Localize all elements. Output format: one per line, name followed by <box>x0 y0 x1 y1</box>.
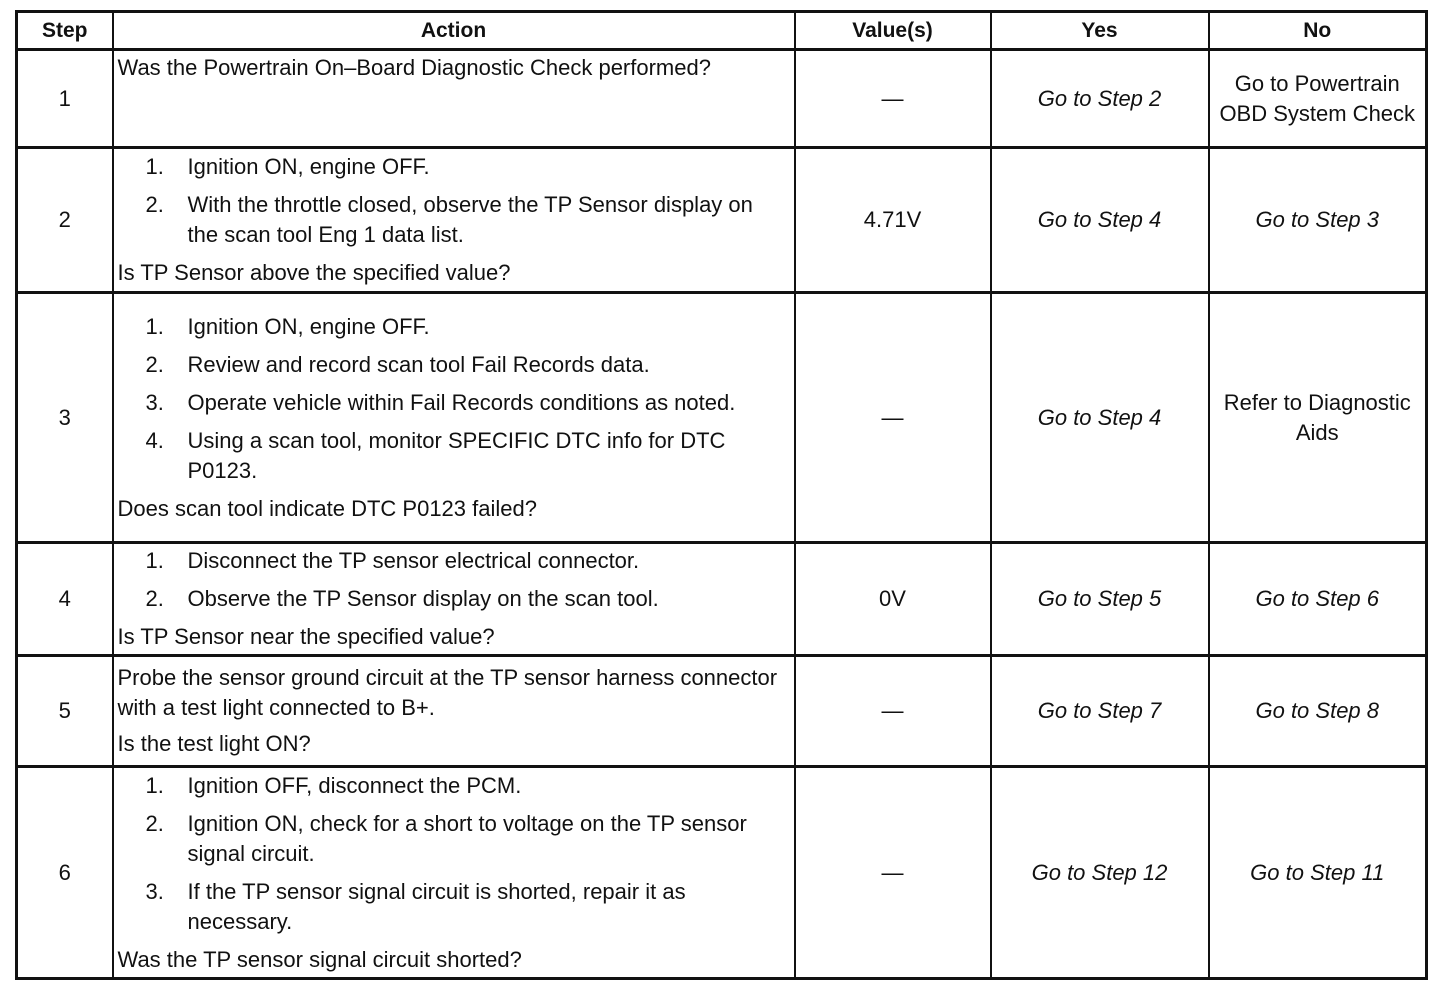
action-question: Is TP Sensor above the specified value? <box>117 260 511 285</box>
no-cell: Go to Step 6 <box>1209 543 1427 656</box>
yes-cell: Go to Step 2 <box>991 50 1209 148</box>
item-text: Ignition ON, engine OFF. <box>187 154 430 179</box>
item-text: Ignition ON, check for a short to voltage on the TP sensor signal circuit. <box>187 810 747 866</box>
step-number: 5 <box>17 656 113 767</box>
action-cell <box>113 767 795 979</box>
action-cell <box>113 148 795 293</box>
action-cell <box>113 293 795 543</box>
action-steps <box>118 546 790 614</box>
step-number: 2 <box>17 148 113 293</box>
value-cell: 4.71V <box>795 148 991 293</box>
header-value: Value(s) <box>795 12 991 50</box>
no-cell: Refer to Diagnostic Aids <box>1209 293 1427 543</box>
item-number: 1. <box>145 154 164 179</box>
header-yes: Yes <box>991 12 1209 50</box>
step-number: 3 <box>17 293 113 543</box>
item-text: With the throttle closed, observe the TP Sensor display on the scan tool Eng 1 data list. <box>187 192 753 247</box>
action-steps <box>118 152 790 250</box>
action-text: Probe the sensor ground circuit at the TP sensor harness connector with a test light connected to B+. <box>117 665 778 720</box>
item-text: Ignition ON, engine OFF. <box>187 313 430 339</box>
table-row <box>17 543 1427 656</box>
item-number: 3. <box>145 878 164 904</box>
action-question: Does scan tool indicate DTC P0123 failed? <box>117 495 537 521</box>
action-step-item <box>118 584 790 614</box>
header-step: Step <box>17 12 113 50</box>
item-number: 1. <box>145 548 164 573</box>
action-question: Is the test light ON? <box>117 731 311 756</box>
table-row <box>17 50 1427 148</box>
yes-cell: Go to Step 12 <box>991 767 1209 979</box>
item-number: 4. <box>145 427 164 453</box>
no-cell: Go to Powertrain OBD System Check <box>1209 50 1427 148</box>
no-cell: Go to Step 3 <box>1209 148 1427 293</box>
value-cell: — <box>795 50 991 148</box>
action-text: Was the Powertrain On–Board Diagnostic Check performed? <box>117 55 711 80</box>
diagnostic-table <box>15 10 1428 980</box>
yes-cell: Go to Step 5 <box>991 543 1209 656</box>
item-text: Operate vehicle within Fail Records conditions as noted. <box>187 389 736 415</box>
action-step-item <box>118 546 790 576</box>
action-step-item <box>118 771 790 801</box>
item-text: Ignition OFF, disconnect the PCM. <box>187 772 522 798</box>
action-cell <box>113 543 795 656</box>
yes-cell: Go to Step 7 <box>991 656 1209 767</box>
item-number: 2. <box>145 192 164 217</box>
step-number: 6 <box>17 767 113 979</box>
item-number: 1. <box>145 772 164 798</box>
step-number: 4 <box>17 543 113 656</box>
item-number: 2. <box>145 351 164 377</box>
no-cell: Go to Step 8 <box>1209 656 1427 767</box>
table-row <box>17 656 1427 767</box>
table-row <box>17 293 1427 543</box>
table-row <box>17 148 1427 293</box>
item-number: 2. <box>145 810 164 836</box>
action-cell <box>113 50 795 148</box>
action-step-item <box>118 388 790 418</box>
item-number: 2. <box>145 586 164 611</box>
table-row <box>17 767 1427 979</box>
action-step-item <box>118 877 790 937</box>
no-cell: Go to Step 11 <box>1209 767 1427 979</box>
value-cell: — <box>795 656 991 767</box>
action-question: Was the TP sensor signal circuit shorted? <box>117 946 522 972</box>
action-step-item <box>118 312 790 342</box>
item-text: Disconnect the TP sensor electrical connector. <box>187 548 640 573</box>
value-cell: — <box>795 293 991 543</box>
action-steps <box>118 312 790 486</box>
yes-cell: Go to Step 4 <box>991 293 1209 543</box>
action-step-item <box>118 190 790 250</box>
action-step-item <box>118 426 790 486</box>
step-number: 1 <box>17 50 113 148</box>
item-text: Using a scan tool, monitor SPECIFIC DTC info for DTC P0123. <box>187 427 726 483</box>
action-cell <box>113 656 795 767</box>
item-number: 1. <box>145 313 164 339</box>
header-row <box>17 12 1427 50</box>
action-step-item <box>118 809 790 869</box>
action-question: Is TP Sensor near the specified value? <box>117 624 495 649</box>
header-action: Action <box>113 12 795 50</box>
action-step-item <box>118 152 790 182</box>
header-no: No <box>1209 12 1427 50</box>
item-text: If the TP sensor signal circuit is shorted, repair it as necessary. <box>187 878 686 934</box>
action-step-item <box>118 350 790 380</box>
yes-cell: Go to Step 4 <box>991 148 1209 293</box>
item-text: Review and record scan tool Fail Records data. <box>187 351 650 377</box>
item-text: Observe the TP Sensor display on the scan tool. <box>187 586 659 611</box>
action-steps <box>118 771 790 937</box>
value-cell: 0V <box>795 543 991 656</box>
item-number: 3. <box>145 389 164 415</box>
value-cell: — <box>795 767 991 979</box>
